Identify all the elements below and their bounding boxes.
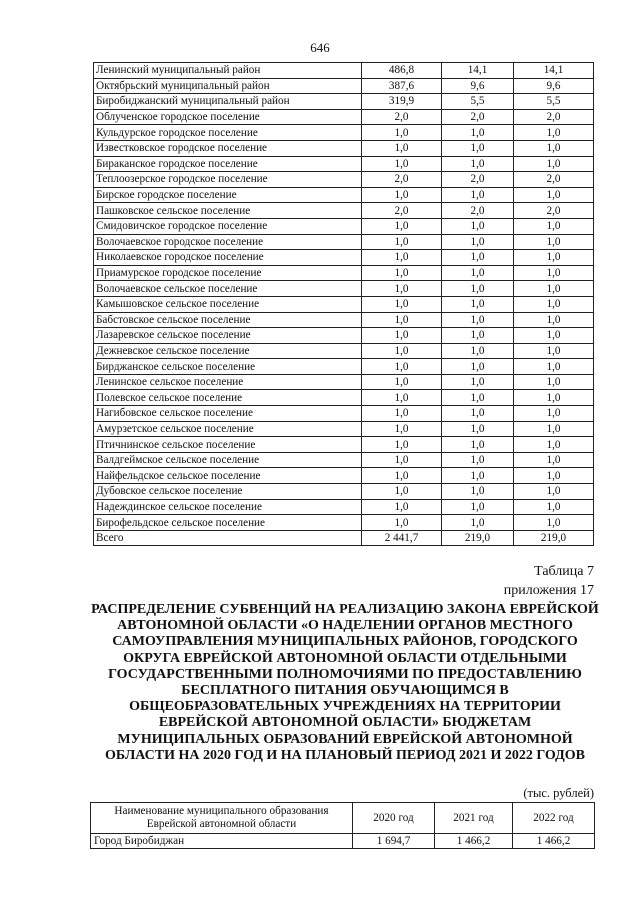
cell-municipality: Лазаревское сельское поселение — [94, 328, 362, 344]
page-number: 646 — [310, 40, 330, 55]
cell-2020: 1,0 — [362, 281, 442, 297]
table-row — [94, 359, 594, 375]
cell-2022: 14,1 — [514, 63, 594, 79]
table-row — [94, 484, 594, 500]
cell-municipality: Бираканское городское поселение — [94, 156, 362, 172]
table-row — [94, 390, 594, 406]
cell-2020: 1,0 — [362, 187, 442, 203]
cell-municipality: Птичнинское сельское поселение — [94, 437, 362, 453]
table-row — [94, 452, 594, 468]
cell-municipality: Николаевское городское поселение — [94, 250, 362, 266]
cell-municipality: Ленинское сельское поселение — [94, 374, 362, 390]
cell-2021: 1,0 — [442, 515, 514, 531]
cell-municipality: Амурзетское сельское поселение — [94, 421, 362, 437]
cell-municipality: Октябрьский муниципальный район — [94, 78, 362, 94]
table-row — [94, 109, 594, 125]
cell-2021: 1,0 — [442, 406, 514, 422]
cell-2020: 1,0 — [362, 328, 442, 344]
header-2022: 2022 год — [513, 803, 595, 834]
cell-2022: 1,0 — [514, 187, 594, 203]
cell-2020: 2 441,7 — [362, 530, 442, 546]
header-2020: 2020 год — [353, 803, 435, 834]
cell-2020: 1,0 — [362, 374, 442, 390]
cell-2021: 1,0 — [442, 187, 514, 203]
cell-municipality: Биробиджанский муниципальный район — [94, 94, 362, 110]
cell-2021: 2,0 — [442, 203, 514, 219]
table-row — [94, 172, 594, 188]
cell-2020: 2,0 — [362, 203, 442, 219]
cell-2021: 1,0 — [442, 312, 514, 328]
cell-2021: 1,0 — [442, 359, 514, 375]
table-number: Таблица 7 — [534, 564, 594, 579]
cell-2022: 2,0 — [514, 203, 594, 219]
cell-municipality: Ленинский муниципальный район — [94, 63, 362, 79]
cell-2021: 1,0 — [442, 140, 514, 156]
cell-municipality: Нагибовское сельское поселение — [94, 406, 362, 422]
cell-2020: 387,6 — [362, 78, 442, 94]
cell-2022: 2,0 — [514, 109, 594, 125]
cell-municipality: Бабстовское сельское поселение — [94, 312, 362, 328]
cell-municipality: Кульдурское городское поселение — [94, 125, 362, 141]
cell-2022: 1,0 — [514, 265, 594, 281]
cell-2021: 1,0 — [442, 296, 514, 312]
subvention-table-continued — [93, 62, 594, 546]
cell-2022: 1,0 — [514, 234, 594, 250]
cell-2022: 1 466,2 — [513, 834, 595, 849]
cell-municipality: Бирское городское поселение — [94, 187, 362, 203]
cell-municipality: Дежневское сельское поселение — [94, 343, 362, 359]
table-row — [94, 515, 594, 531]
cell-2022: 1,0 — [514, 296, 594, 312]
cell-2022: 1,0 — [514, 281, 594, 297]
table-row — [94, 125, 594, 141]
cell-2022: 2,0 — [514, 172, 594, 188]
table-row — [94, 265, 594, 281]
cell-municipality: Волочаевское городское поселение — [94, 234, 362, 250]
table-row — [94, 328, 594, 344]
cell-2020: 2,0 — [362, 172, 442, 188]
cell-2022: 1,0 — [514, 359, 594, 375]
header-municipality: Наименование муниципального образования Еврейской автономной области — [91, 803, 353, 834]
header-2021: 2021 год — [435, 803, 513, 834]
cell-2020: 1,0 — [362, 312, 442, 328]
cell-2021: 1,0 — [442, 468, 514, 484]
cell-2020: 1,0 — [362, 437, 442, 453]
table-7-body — [91, 834, 595, 849]
cell-2021: 1,0 — [442, 125, 514, 141]
cell-2022: 1,0 — [514, 343, 594, 359]
cell-2022: 1,0 — [514, 499, 594, 515]
cell-2022: 1,0 — [514, 328, 594, 344]
cell-2021: 1,0 — [442, 499, 514, 515]
cell-2022: 1,0 — [514, 421, 594, 437]
cell-municipality: Смидовичское городское поселение — [94, 218, 362, 234]
cell-2020: 1,0 — [362, 421, 442, 437]
table-row — [94, 406, 594, 422]
cell-2021: 1,0 — [442, 265, 514, 281]
cell-2020: 2,0 — [362, 109, 442, 125]
cell-2021: 2,0 — [442, 172, 514, 188]
table-row — [94, 343, 594, 359]
cell-2020: 1,0 — [362, 218, 442, 234]
cell-2022: 9,6 — [514, 78, 594, 94]
table-label — [504, 562, 594, 600]
cell-municipality: Найфельдское сельское поселение — [94, 468, 362, 484]
table-row — [94, 218, 594, 234]
cell-2020: 1,0 — [362, 452, 442, 468]
cell-2022: 1,0 — [514, 374, 594, 390]
document-title: РАСПРЕДЕЛЕНИЕ СУБВЕНЦИЙ НА РЕАЛИЗАЦИЮ ЗАКОНА ЕВРЕЙСКОЙ АВТОНОМНОЙ ОБЛАСТИ «О НАДЕЛЕНИИ ОРГАНОВ МЕСТНОГО САМОУПРАВЛЕНИЯ МУНИЦИПАЛЬНЫХ РАЙОНОВ, ГОРОДСКОГО ОКРУГА ЕВРЕЙСКОЙ АВТОНОМНОЙ ОБЛАСТИ ОТДЕЛЬНЫМИ ГОСУДАРСТВЕННЫМИ ПОЛНОМОЧИЯМИ ПО ПРЕДОСТАВЛЕНИЮ БЕСПЛАТНОГО ПИТАНИЯ ОБУЧАЮЩИМСЯ В ОБЩЕОБРАЗОВАТЕЛЬНЫХ УЧРЕЖДЕНИЯХ НА ТЕРРИТОРИИ ЕВРЕЙСКОЙ АВТОНОМНОЙ ОБЛАСТИ» БЮДЖЕТАМ МУНИЦИПАЛЬНЫХ ОБРАЗОВАНИЙ ЕВРЕЙСКОЙ АВТОНОМНОЙ ОБЛАСТИ НА 2020 ГОД И НА ПЛАНОВЫЙ ПЕРИОД 2021 И 2022 ГОДОВ — [91, 602, 599, 763]
table-row — [94, 187, 594, 203]
table-row — [94, 140, 594, 156]
cell-2020: 1,0 — [362, 250, 442, 266]
cell-2021: 14,1 — [442, 63, 514, 79]
table-row — [94, 234, 594, 250]
table-row — [94, 374, 594, 390]
table-row — [94, 250, 594, 266]
cell-2022: 1,0 — [514, 218, 594, 234]
cell-municipality: Бирофельдское сельское поселение — [94, 515, 362, 531]
cell-2021: 1 466,2 — [435, 834, 513, 849]
table-row — [94, 63, 594, 79]
table-row — [94, 437, 594, 453]
table-row — [94, 312, 594, 328]
cell-2021: 5,5 — [442, 94, 514, 110]
cell-2020: 1,0 — [362, 484, 442, 500]
cell-2021: 1,0 — [442, 328, 514, 344]
cell-municipality: Известковское городское поселение — [94, 140, 362, 156]
cell-2022: 1,0 — [514, 125, 594, 141]
cell-2022: 1,0 — [514, 437, 594, 453]
cell-2021: 1,0 — [442, 437, 514, 453]
cell-2020: 319,9 — [362, 94, 442, 110]
table-row — [94, 94, 594, 110]
cell-2022: 1,0 — [514, 484, 594, 500]
cell-municipality: Волочаевское сельское поселение — [94, 281, 362, 297]
cell-2022: 1,0 — [514, 140, 594, 156]
cell-municipality: Дубовское сельское поселение — [94, 484, 362, 500]
cell-2020: 1,0 — [362, 296, 442, 312]
cell-municipality: Всего — [94, 530, 362, 546]
table-row — [94, 296, 594, 312]
table-row — [94, 530, 594, 546]
cell-municipality: Надеждинское сельское поселение — [94, 499, 362, 515]
cell-2022: 1,0 — [514, 390, 594, 406]
table-7 — [90, 802, 595, 849]
cell-2022: 5,5 — [514, 94, 594, 110]
cell-2022: 1,0 — [514, 452, 594, 468]
table-row — [91, 834, 595, 849]
cell-2020: 1 694,7 — [353, 834, 435, 849]
appendix-reference: приложения 17 — [503, 583, 594, 598]
cell-2020: 1,0 — [362, 343, 442, 359]
cell-2021: 1,0 — [442, 156, 514, 172]
cell-municipality: Камышовское сельское поселение — [94, 296, 362, 312]
cell-2021: 1,0 — [442, 374, 514, 390]
cell-2020: 486,8 — [362, 63, 442, 79]
table-row — [94, 421, 594, 437]
cell-2022: 1,0 — [514, 406, 594, 422]
table-row — [94, 78, 594, 94]
cell-2020: 1,0 — [362, 156, 442, 172]
cell-2021: 1,0 — [442, 250, 514, 266]
cell-2021: 1,0 — [442, 484, 514, 500]
cell-municipality: Приамурское городское поселение — [94, 265, 362, 281]
units-note: (тыс. рублей) — [523, 786, 594, 800]
cell-2021: 1,0 — [442, 234, 514, 250]
cell-municipality: Бирджанское сельское поселение — [94, 359, 362, 375]
cell-municipality: Теплоозерское городское поселение — [94, 172, 362, 188]
table-body — [94, 63, 594, 546]
table-row — [94, 468, 594, 484]
table-row — [94, 203, 594, 219]
table-row — [94, 281, 594, 297]
cell-2020: 1,0 — [362, 140, 442, 156]
cell-2020: 1,0 — [362, 499, 442, 515]
cell-2020: 1,0 — [362, 515, 442, 531]
cell-municipality: Валдгеймское сельское поселение — [94, 452, 362, 468]
cell-2020: 1,0 — [362, 390, 442, 406]
cell-2021: 1,0 — [442, 218, 514, 234]
table-row — [94, 156, 594, 172]
cell-municipality: Пашковское сельское поселение — [94, 203, 362, 219]
table-header-row — [91, 803, 595, 834]
cell-municipality: Полевское сельское поселение — [94, 390, 362, 406]
cell-2022: 1,0 — [514, 156, 594, 172]
cell-2021: 1,0 — [442, 452, 514, 468]
cell-2021: 9,6 — [442, 78, 514, 94]
cell-2021: 1,0 — [442, 281, 514, 297]
cell-2020: 1,0 — [362, 234, 442, 250]
cell-2020: 1,0 — [362, 265, 442, 281]
cell-2021: 2,0 — [442, 109, 514, 125]
cell-2022: 1,0 — [514, 250, 594, 266]
cell-2022: 219,0 — [514, 530, 594, 546]
cell-2020: 1,0 — [362, 468, 442, 484]
cell-2021: 1,0 — [442, 343, 514, 359]
cell-2021: 219,0 — [442, 530, 514, 546]
table-row — [94, 499, 594, 515]
cell-2021: 1,0 — [442, 390, 514, 406]
cell-2020: 1,0 — [362, 359, 442, 375]
cell-2022: 1,0 — [514, 515, 594, 531]
cell-municipality: Город Биробиджан — [91, 834, 353, 849]
cell-2022: 1,0 — [514, 468, 594, 484]
cell-municipality: Облученское городское поселение — [94, 109, 362, 125]
cell-2020: 1,0 — [362, 125, 442, 141]
cell-2021: 1,0 — [442, 421, 514, 437]
cell-2022: 1,0 — [514, 312, 594, 328]
cell-2020: 1,0 — [362, 406, 442, 422]
